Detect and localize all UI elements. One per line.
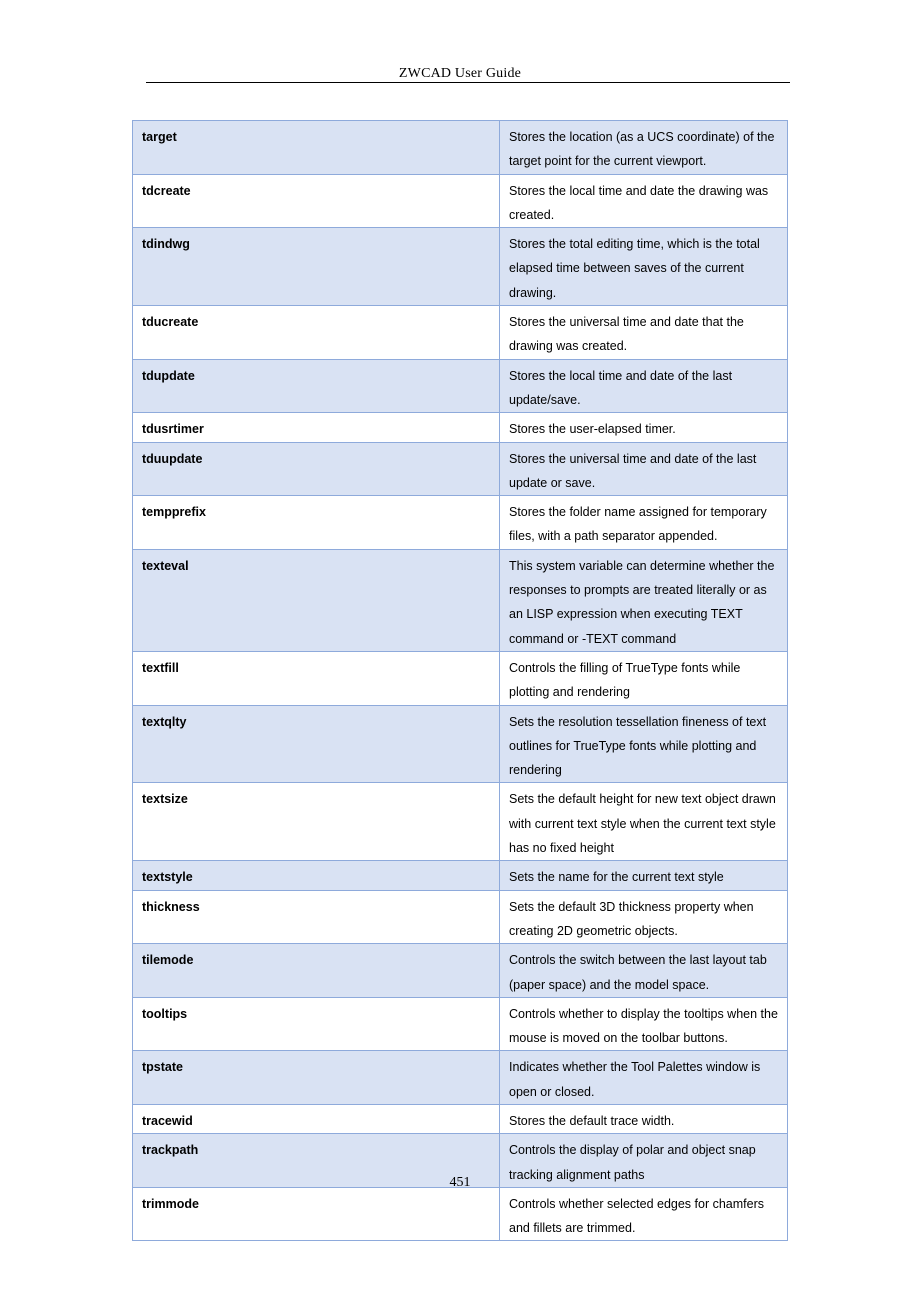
table-row bbox=[133, 651, 788, 705]
variable-description: Stores the local time and date the drawing was created. bbox=[500, 174, 788, 228]
variable-name: trimmode bbox=[133, 1187, 500, 1241]
page-header-title: ZWCAD User Guide bbox=[398, 66, 522, 81]
variable-name: tdcreate bbox=[133, 174, 500, 228]
page-number: 451 bbox=[449, 1175, 471, 1190]
table-row bbox=[133, 228, 788, 306]
table-row bbox=[133, 1104, 788, 1133]
table-body bbox=[133, 121, 788, 1241]
variable-name: tdindwg bbox=[133, 228, 500, 306]
variable-description: Stores the universal time and date that the drawing was created. bbox=[500, 306, 788, 360]
variable-name: textsize bbox=[133, 783, 500, 861]
variable-name: tilemode bbox=[133, 944, 500, 998]
variable-description: Sets the default 3D thickness property when creating 2D geometric objects. bbox=[500, 890, 788, 944]
table-row bbox=[133, 1051, 788, 1105]
variable-description: Stores the universal time and date of the last update or save. bbox=[500, 442, 788, 496]
variable-description: Sets the name for the current text style bbox=[500, 861, 788, 890]
variable-description: Stores the total editing time, which is the total elapsed time between saves of the current drawing. bbox=[500, 228, 788, 306]
variable-name: textqlty bbox=[133, 705, 500, 783]
variable-name: trackpath bbox=[133, 1134, 500, 1188]
table-row bbox=[133, 861, 788, 890]
table-row bbox=[133, 549, 788, 651]
table-row bbox=[133, 359, 788, 413]
variable-name: textfill bbox=[133, 651, 500, 705]
table-row bbox=[133, 306, 788, 360]
variable-description: Controls the switch between the last layout tab (paper space) and the model space. bbox=[500, 944, 788, 998]
variable-description: Stores the folder name assigned for temporary files, with a path separator appended. bbox=[500, 496, 788, 550]
table-row bbox=[133, 442, 788, 496]
variable-name: tducreate bbox=[133, 306, 500, 360]
variable-description: Stores the user-elapsed timer. bbox=[500, 413, 788, 442]
variable-description: Stores the local time and date of the last update/save. bbox=[500, 359, 788, 413]
variable-description: Controls the display of polar and object snap tracking alignment paths bbox=[500, 1134, 788, 1188]
table-row bbox=[133, 413, 788, 442]
variable-description: Controls the filling of TrueType fonts while plotting and rendering bbox=[500, 651, 788, 705]
variable-name: textstyle bbox=[133, 861, 500, 890]
variable-name: tempprefix bbox=[133, 496, 500, 550]
variable-name: target bbox=[133, 121, 500, 175]
variable-name: tduupdate bbox=[133, 442, 500, 496]
table-row bbox=[133, 121, 788, 175]
table-row bbox=[133, 997, 788, 1051]
variable-description: Indicates whether the Tool Palettes window is open or closed. bbox=[500, 1051, 788, 1105]
variable-name: tracewid bbox=[133, 1104, 500, 1133]
variable-description: Sets the resolution tessellation fineness of text outlines for TrueType fonts while plotting and rendering bbox=[500, 705, 788, 783]
variable-name: tdupdate bbox=[133, 359, 500, 413]
variable-description: Sets the default height for new text object drawn with current text style when the current text style has no fixed height bbox=[500, 783, 788, 861]
variable-description: Controls whether to display the tooltips when the mouse is moved on the toolbar buttons. bbox=[500, 997, 788, 1051]
table-row bbox=[133, 783, 788, 861]
table-row bbox=[133, 496, 788, 550]
variable-name: texteval bbox=[133, 549, 500, 651]
variable-name: tooltips bbox=[133, 997, 500, 1051]
table-row bbox=[133, 944, 788, 998]
variable-description: Controls whether selected edges for chamfers and fillets are trimmed. bbox=[500, 1187, 788, 1241]
variable-description: This system variable can determine whether the responses to prompts are treated literally or as an LISP expression when executing TEXT command or -TEXT command bbox=[500, 549, 788, 651]
variable-description: Stores the default trace width. bbox=[500, 1104, 788, 1133]
variable-description: Stores the location (as a UCS coordinate) of the target point for the current viewport. bbox=[500, 121, 788, 175]
variable-name: tdusrtimer bbox=[133, 413, 500, 442]
table-row bbox=[133, 705, 788, 783]
table-row bbox=[133, 890, 788, 944]
variable-name: tpstate bbox=[133, 1051, 500, 1105]
variable-name: thickness bbox=[133, 890, 500, 944]
system-variables-table bbox=[132, 120, 788, 1241]
table-row bbox=[133, 1187, 788, 1241]
header-rule bbox=[146, 82, 790, 83]
table-row bbox=[133, 174, 788, 228]
